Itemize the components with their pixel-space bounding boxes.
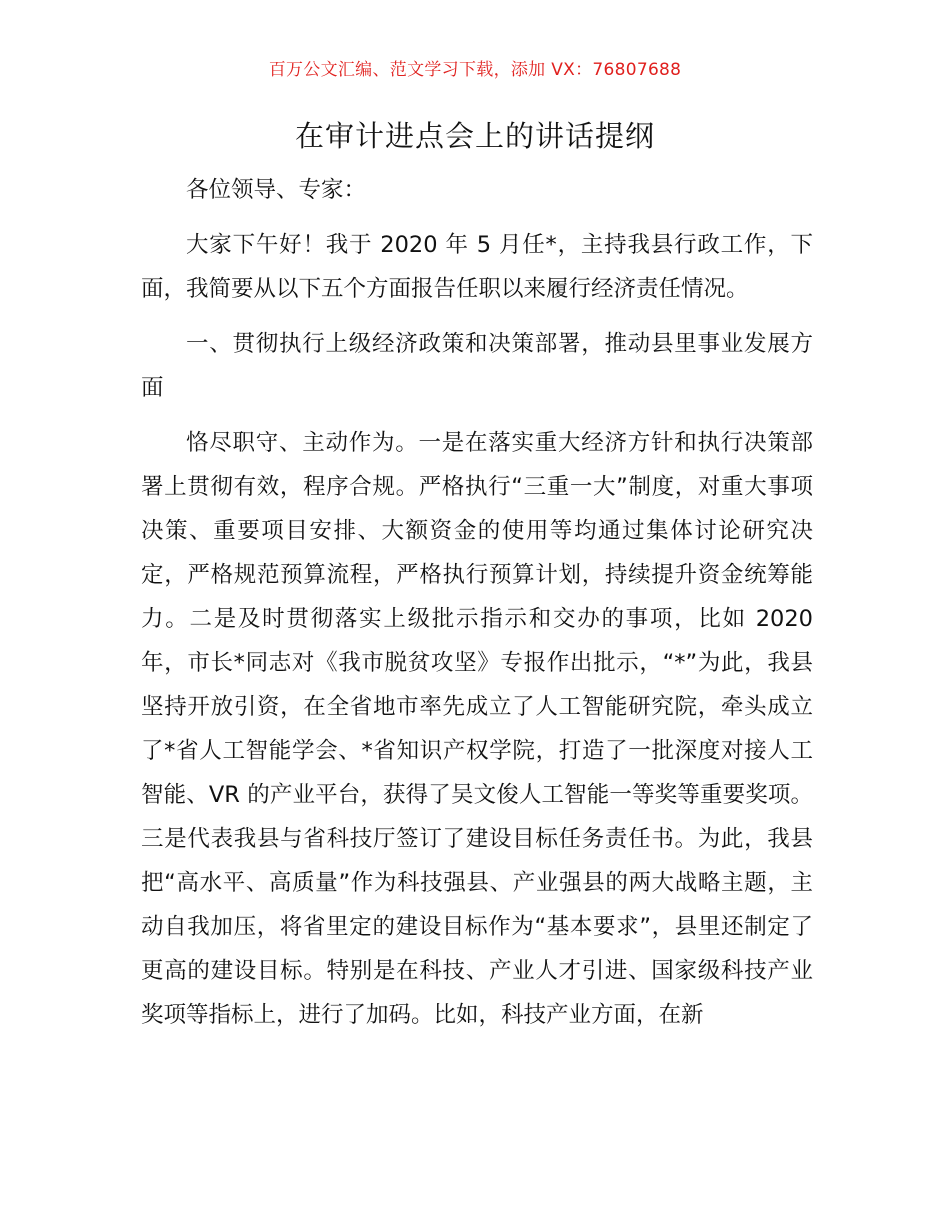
promo-header-banner: 百万公文汇编、范文学习下载，添加 VX：76807688 [268,60,682,80]
salutation-paragraph: 各位领导、专家： [186,177,367,203]
document-body [141,168,813,1048]
opening-paragraph: 大家下午好！我于 2020 年 5 月任*，主持我县行政工作，下面，我简要从以下五个方面报告任职以来履行经济责任情况。 [141,232,813,302]
section-heading-1: 一、贯彻执行上级经济政策和决策部署，推动县里事业发展方面 [141,331,813,401]
body-paragraph: 恪尽职守、主动作为。一是在落实重大经济方针和执行决策部署上贯彻有效，程序合规。严格执行“三重一大”制度，对重大事项决策、重要项目安排、大额资金的使用等均通过集体讨论研究决定，严格规范预算流程，严格执行预算计划，持续提升资金统筹能力。二是及时贯彻落实上级批示指示和交办的事项，比如 2020 年，市长*同志对《我市脱贫攻坚》专报作出批示，“*”为此，我县坚持开放引资，在全省地市率先成立了人工智能研究院，牵头成立了*省人工智能学会、*省知识产权学院，打造了一批深度对接人工智能、VR 的产业平台，获得了吴文俊人工智能一等奖等重要奖项。三是代表我县与省科技厅签订了建设目标任务责任书。为此，我县把“高水平、高质量”作为科技强县、产业强县的两大战略主题，主动自我加压，将省里定的建设目标作为“基本要求”，县里还制定了更高的建设目标。特别是在科技、产业人才引进、国家级科技产业奖项等指标上，进行了加码。比如，科技产业方面，在新 [141,430,813,1028]
document-title: 在审计进点会上的讲话提纲 [294,119,655,153]
